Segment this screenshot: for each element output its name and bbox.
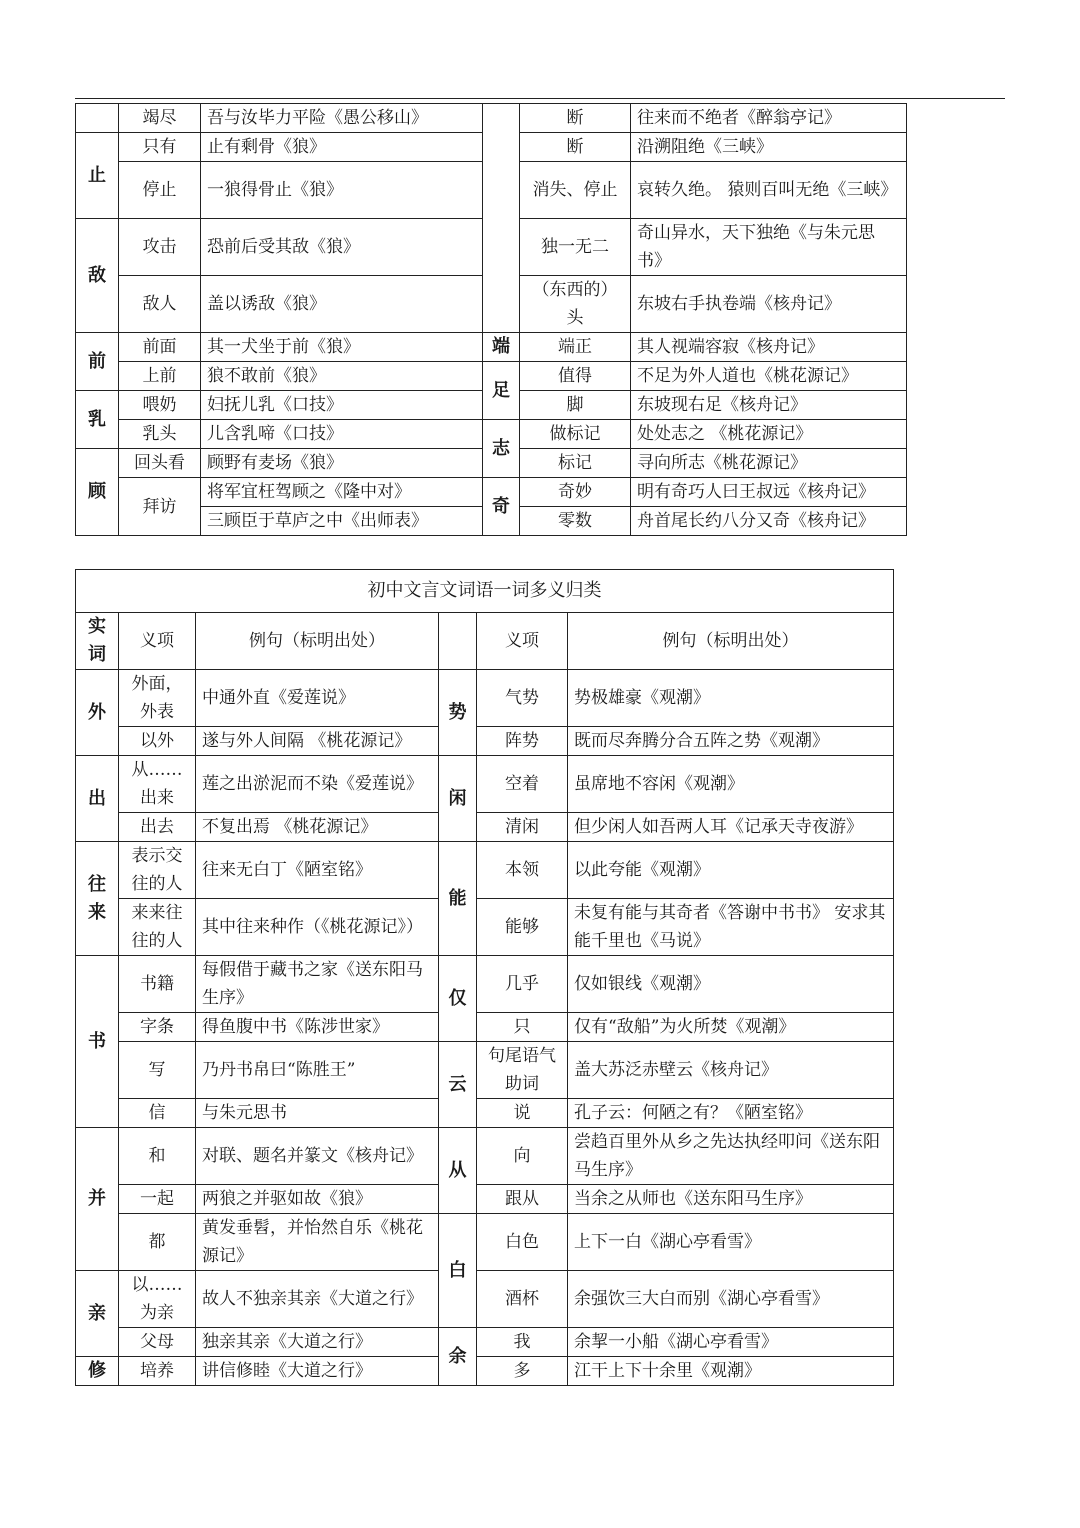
word-cell: 修 [76, 1357, 119, 1386]
example-cell: 当余之从师也《送东阳马生序》 [568, 1185, 894, 1214]
meaning-cell: 乳头 [119, 420, 201, 449]
meaning-cell: 奇妙 [520, 478, 631, 507]
header-word: 实词 [76, 613, 119, 670]
example-cell: 将军宜枉驾顾之《隆中对》 [201, 478, 483, 507]
header-example: 例句（标明出处） [196, 613, 439, 670]
meaning-cell: 值得 [520, 362, 631, 391]
table-row [76, 1214, 894, 1271]
table-row [76, 1271, 894, 1328]
example-cell: 舟首尾长约八分又奇《核舟记》 [631, 507, 907, 536]
table-row [76, 478, 907, 507]
meaning-cell: 空着 [477, 756, 568, 813]
word-cell: 书 [76, 956, 119, 1128]
word-cell: 止 [76, 133, 119, 219]
meaning-cell: 消失、停止 [520, 162, 631, 219]
table-row [76, 104, 907, 133]
example-cell: 对联、题名并篆文《核舟记》 [196, 1128, 439, 1185]
meaning-cell: 以外 [119, 727, 196, 756]
example-cell: 盖以诱敌《狼》 [201, 276, 483, 333]
table-row [76, 670, 894, 727]
table-row [76, 899, 894, 956]
example-cell: 止有剩骨《狼》 [201, 133, 483, 162]
meaning-cell: 表示交往的人 [119, 842, 196, 899]
example-cell: 讲信修睦《大道之行》 [196, 1357, 439, 1386]
meaning-cell: 我 [477, 1328, 568, 1357]
example-cell: 狼不敢前《狼》 [201, 362, 483, 391]
table-title-row [76, 570, 894, 613]
example-cell: 既而尽奔腾分合五阵之势《观潮》 [568, 727, 894, 756]
example-cell: 东坡现右足《核舟记》 [631, 391, 907, 420]
meaning-cell: 向 [477, 1128, 568, 1185]
table-row [76, 1357, 894, 1386]
example-cell: 处处志之 《桃花源记》 [631, 420, 907, 449]
table-row [76, 420, 907, 449]
table-row [76, 842, 894, 899]
table-row [76, 1328, 894, 1357]
meaning-cell: 停止 [119, 162, 201, 219]
table-row [76, 362, 907, 391]
table-row [76, 813, 894, 842]
example-cell: 孔子云：何陋之有？《陋室铭》 [568, 1099, 894, 1128]
example-cell: 其中往来种作（《桃花源记》） [196, 899, 439, 956]
meaning-cell: 气势 [477, 670, 568, 727]
example-cell: 遂与外人间隔 《桃花源记》 [196, 727, 439, 756]
table-row [76, 1013, 894, 1042]
example-cell: 势极雄豪《观潮》 [568, 670, 894, 727]
example-cell: 与朱元思书 [196, 1099, 439, 1128]
word-cell: 乳 [76, 391, 119, 449]
word-cell: 足 [483, 362, 520, 420]
example-cell: 但少闲人如吾两人耳《记承天寺夜游》 [568, 813, 894, 842]
example-cell: 未复有能与其奇者《答谢中书书》 安求其能千里也《马说》 [568, 899, 894, 956]
example-cell: 独亲其亲《大道之行》 [196, 1328, 439, 1357]
table-row [76, 1185, 894, 1214]
word-cell: 前 [76, 333, 119, 391]
example-cell: 其一犬坐于前《狼》 [201, 333, 483, 362]
example-cell: 东坡右手执卷端《核舟记》 [631, 276, 907, 333]
meaning-cell: 培养 [119, 1357, 196, 1386]
word-cell: 并 [76, 1128, 119, 1271]
meaning-cell: 脚 [520, 391, 631, 420]
meaning-cell: 外面，外表 [119, 670, 196, 727]
word-cell [483, 104, 520, 333]
meaning-cell: 信 [119, 1099, 196, 1128]
word-cell: 志 [483, 420, 520, 478]
example-cell: 莲之出淤泥而不染《爱莲说》 [196, 756, 439, 813]
meaning-cell: 只 [477, 1013, 568, 1042]
meaning-cell: 说 [477, 1099, 568, 1128]
example-cell: 恐前后受其敌《狼》 [201, 219, 483, 276]
meaning-cell: 竭尽 [119, 104, 201, 133]
word-cell: 从 [439, 1128, 477, 1214]
meaning-cell: 阵势 [477, 727, 568, 756]
page-top-rule [75, 98, 1005, 99]
word-cell: 闲 [439, 756, 477, 842]
example-cell: 儿含乳啼《口技》 [201, 420, 483, 449]
example-cell: 沿溯阻绝《三峡》 [631, 133, 907, 162]
word-cell: 往来 [76, 842, 119, 956]
meaning-cell: 白色 [477, 1214, 568, 1271]
example-cell: 三顾臣于草庐之中《出师表》 [201, 507, 483, 536]
meaning-cell: 本领 [477, 842, 568, 899]
meaning-cell: 断 [520, 104, 631, 133]
table-row [76, 727, 894, 756]
meaning-cell: 断 [520, 133, 631, 162]
example-cell: 不足为外人道也《桃花源记》 [631, 362, 907, 391]
meaning-cell: 前面 [119, 333, 201, 362]
table-row [76, 1099, 894, 1128]
example-cell: 往来无白丁《陋室铭》 [196, 842, 439, 899]
meaning-cell: 攻击 [119, 219, 201, 276]
meaning-cell: （东西的）头 [520, 276, 631, 333]
example-cell: 两狼之并驱如故《狼》 [196, 1185, 439, 1214]
meaning-cell: 出去 [119, 813, 196, 842]
example-cell: 尝趋百里外从乡之先达执经叩问《送东阳马生序》 [568, 1128, 894, 1185]
word-cell: 出 [76, 756, 119, 842]
example-cell: 乃丹书帛曰“陈胜王” [196, 1042, 439, 1099]
meaning-cell: 回头看 [119, 449, 201, 478]
meaning-cell: 字条 [119, 1013, 196, 1042]
meaning-cell: 句尾语气助词 [477, 1042, 568, 1099]
meaning-cell: 只有 [119, 133, 201, 162]
polysemy-table-continued [75, 103, 907, 536]
word-cell [76, 104, 119, 133]
example-cell: 上下一白《湖心亭看雪》 [568, 1214, 894, 1271]
header-meaning: 义项 [119, 613, 196, 670]
meaning-cell: 酒杯 [477, 1271, 568, 1328]
table-row [76, 1128, 894, 1185]
meaning-cell: 做标记 [520, 420, 631, 449]
example-cell: 中通外直《爱莲说》 [196, 670, 439, 727]
meaning-cell: 来来往往的人 [119, 899, 196, 956]
example-cell: 其人视端容寂《核舟记》 [631, 333, 907, 362]
example-cell: 余挈一小船《湖心亭看雪》 [568, 1328, 894, 1357]
meaning-cell: 上前 [119, 362, 201, 391]
meaning-cell: 从……出来 [119, 756, 196, 813]
word-cell: 亲 [76, 1271, 119, 1357]
example-cell: 哀转久绝。 猿则百叫无绝《三峡》 [631, 162, 907, 219]
header-example-right: 例句（标明出处） [568, 613, 894, 670]
example-cell: 顾野有麦场《狼》 [201, 449, 483, 478]
example-cell: 江干上下十余里《观潮》 [568, 1357, 894, 1386]
meaning-cell: 端正 [520, 333, 631, 362]
example-cell: 得鱼腹中书《陈涉世家》 [196, 1013, 439, 1042]
example-cell: 余强饮三大白而别《湖心亭看雪》 [568, 1271, 894, 1328]
example-cell: 寻向所志《桃花源记》 [631, 449, 907, 478]
word-cell: 顾 [76, 449, 119, 536]
example-cell: 盖大苏泛赤壁云《核舟记》 [568, 1042, 894, 1099]
meaning-cell: 父母 [119, 1328, 196, 1357]
word-cell: 白 [439, 1214, 477, 1328]
meaning-cell: 能够 [477, 899, 568, 956]
meaning-cell: 都 [119, 1214, 196, 1271]
meaning-cell: 几乎 [477, 956, 568, 1013]
example-cell: 虽席地不容闲《观潮》 [568, 756, 894, 813]
header-meaning-right: 义项 [477, 613, 568, 670]
meaning-cell: 跟从 [477, 1185, 568, 1214]
meaning-cell: 敌人 [119, 276, 201, 333]
example-cell: 仅有“敌船”为火所焚《观潮》 [568, 1013, 894, 1042]
example-cell: 以此夸能《观潮》 [568, 842, 894, 899]
word-cell: 敌 [76, 219, 119, 333]
example-cell: 妇抚儿乳《口技》 [201, 391, 483, 420]
word-cell: 云 [439, 1042, 477, 1128]
example-cell: 不复出焉 《桃花源记》 [196, 813, 439, 842]
meaning-cell: 标记 [520, 449, 631, 478]
word-cell: 能 [439, 842, 477, 956]
example-cell: 每假借于藏书之家《送东阳马生序》 [196, 956, 439, 1013]
meaning-cell: 一起 [119, 1185, 196, 1214]
example-cell: 吾与汝毕力平险《愚公移山》 [201, 104, 483, 133]
table-row [76, 1042, 894, 1099]
word-cell: 奇 [483, 478, 520, 536]
meaning-cell: 以……为亲 [119, 1271, 196, 1328]
header-word-right [439, 613, 477, 670]
meaning-cell: 清闲 [477, 813, 568, 842]
example-cell: 明有奇巧人曰王叔远《核舟记》 [631, 478, 907, 507]
meaning-cell: 多 [477, 1357, 568, 1386]
word-cell: 势 [439, 670, 477, 756]
meaning-cell: 独一无二 [520, 219, 631, 276]
table-row [76, 956, 894, 1013]
example-cell: 故人不独亲其亲《大道之行》 [196, 1271, 439, 1328]
example-cell: 奇山异水，天下独绝《与朱元思书》 [631, 219, 907, 276]
table-row [76, 333, 907, 362]
meaning-cell: 书籍 [119, 956, 196, 1013]
table-title: 初中文言文词语一词多义归类 [76, 570, 894, 613]
table-header-row [76, 613, 894, 670]
word-cell: 端 [483, 333, 520, 362]
meaning-cell: 零数 [520, 507, 631, 536]
meaning-cell: 喂奶 [119, 391, 201, 420]
word-cell: 仅 [439, 956, 477, 1042]
polysemy-classification-table [75, 569, 894, 1386]
example-cell: 往来而不绝者《醉翁亭记》 [631, 104, 907, 133]
example-cell: 黄发垂髫，并怡然自乐《桃花源记》 [196, 1214, 439, 1271]
example-cell: 一狼得骨止《狼》 [201, 162, 483, 219]
word-cell: 外 [76, 670, 119, 756]
word-cell: 余 [439, 1328, 477, 1386]
table-row [76, 756, 894, 813]
meaning-cell: 和 [119, 1128, 196, 1185]
meaning-cell: 拜访 [119, 478, 201, 536]
meaning-cell: 写 [119, 1042, 196, 1099]
example-cell: 仅如银线《观潮》 [568, 956, 894, 1013]
